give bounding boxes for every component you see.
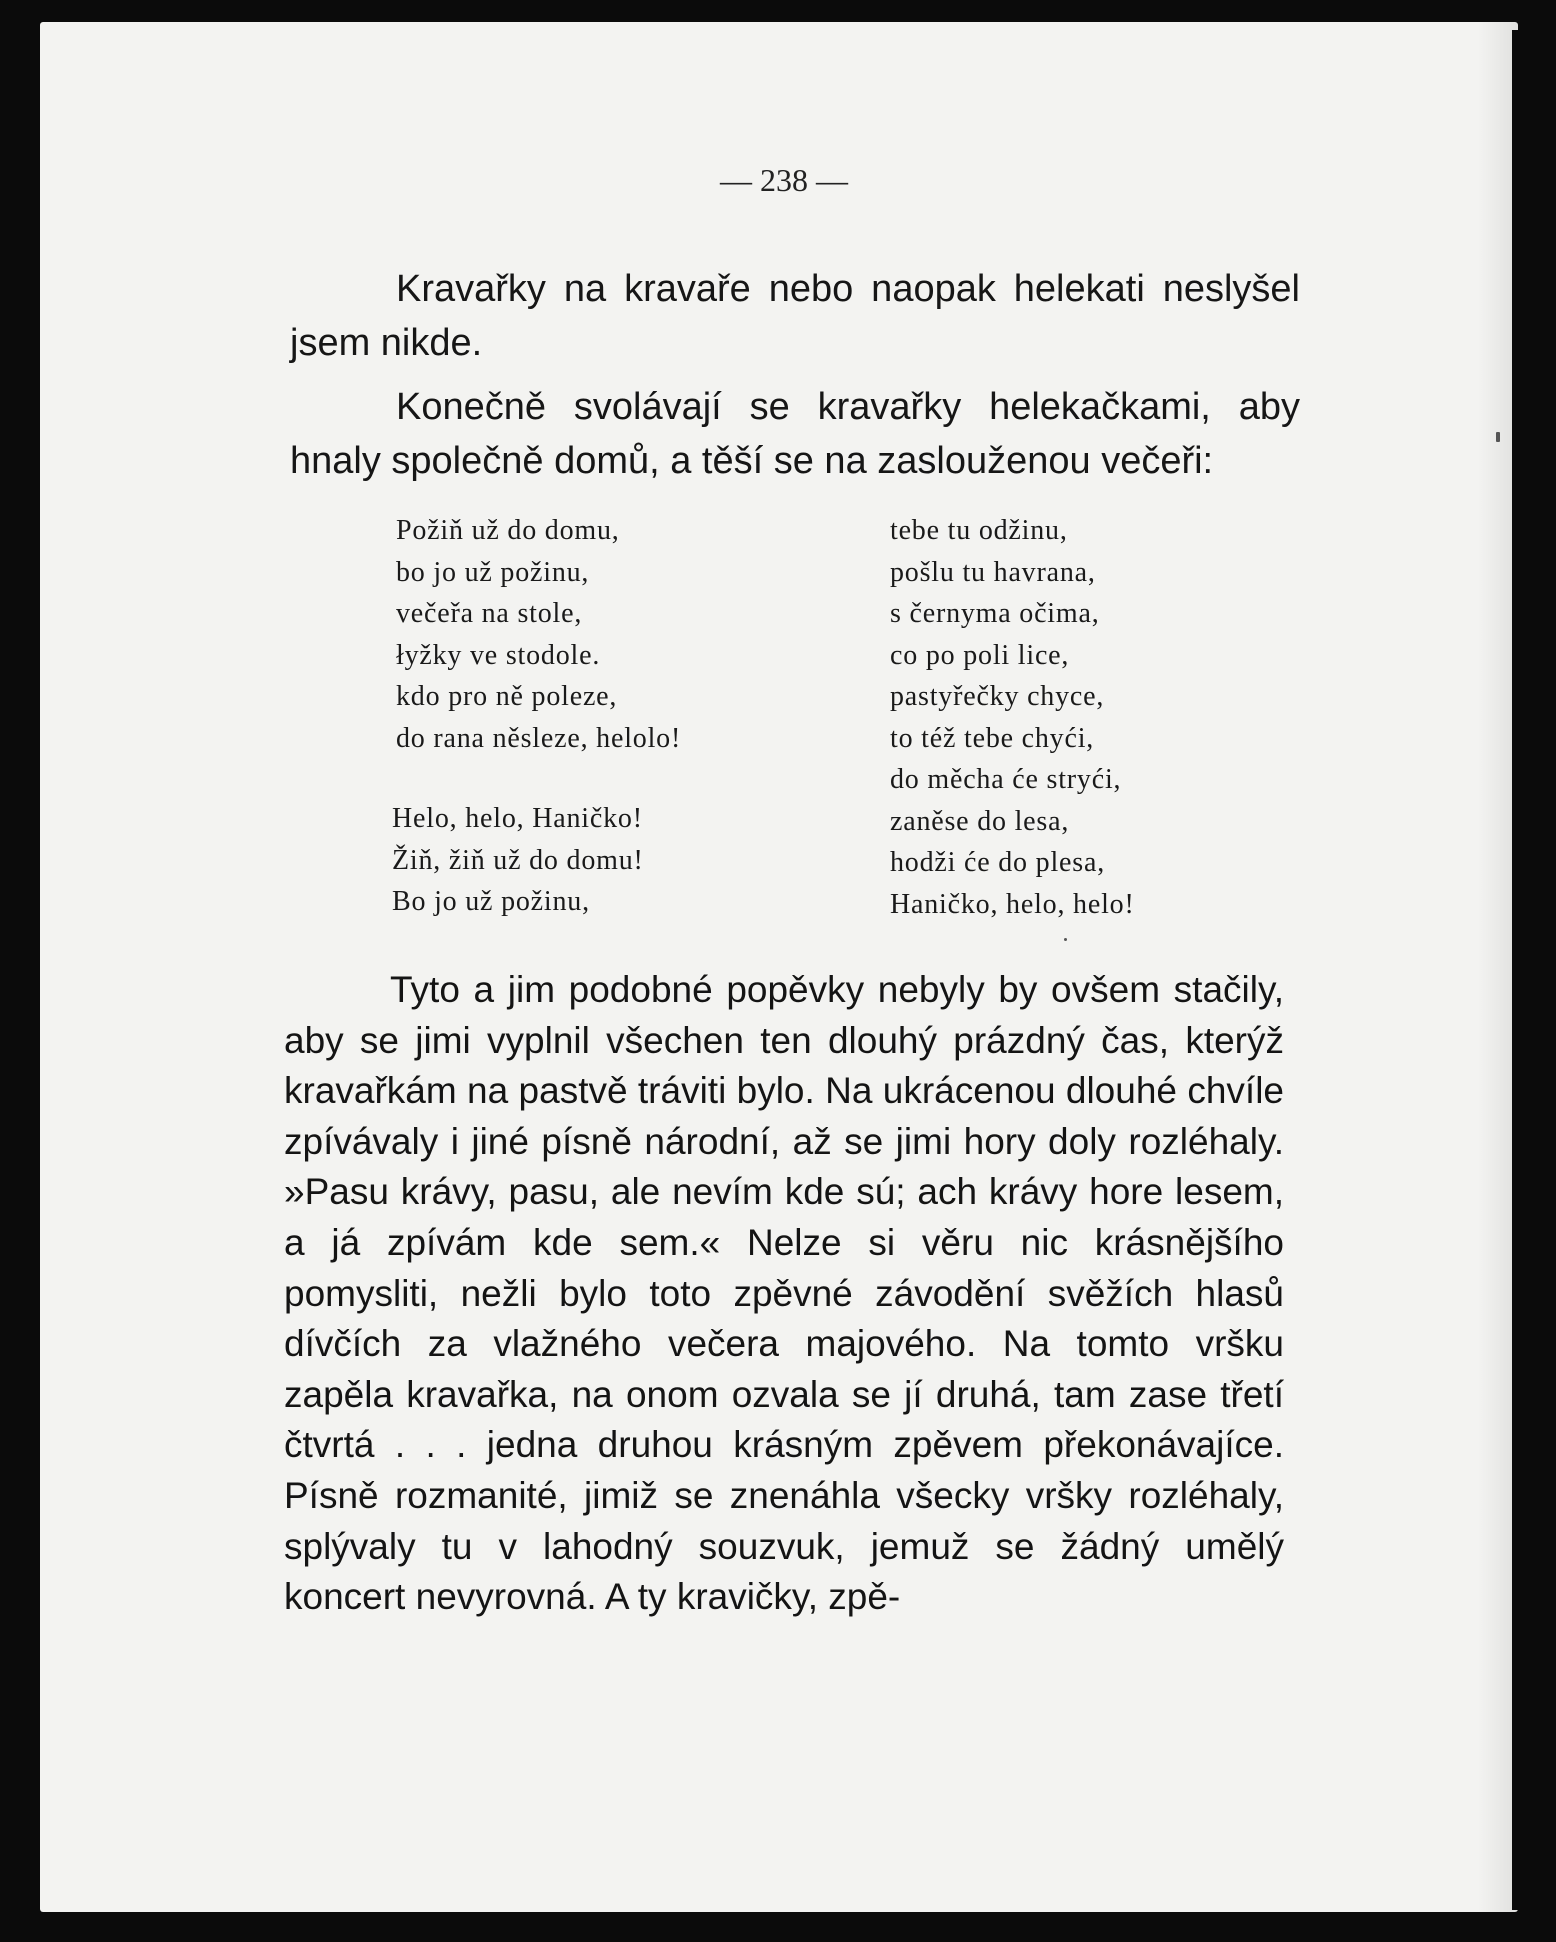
paragraph-2: Konečně svolávají se kravařky helekačkami, aby hnaly společně domů, a těší se na zaslouženou večeři: bbox=[290, 386, 1300, 482]
verse-line: Požiň už do domu, bbox=[396, 515, 620, 546]
verse-line: bo jo už požinu, bbox=[396, 556, 590, 588]
verse-line: do rana něsleze, helolo! bbox=[396, 722, 682, 754]
paragraph-1: Kravařky na kravaře nebo naopak helekati neslyšel jsem nikde. bbox=[290, 268, 1300, 364]
print-speck bbox=[1496, 432, 1500, 442]
verse-line: pošlu tu havrana, bbox=[890, 556, 1096, 588]
song-left-stanza-1 bbox=[396, 510, 681, 759]
verse-line: co po poli lice, bbox=[890, 639, 1070, 671]
verse-line: Žiň, žiň už do domu! bbox=[392, 844, 644, 876]
verse-line: tebe tu odžinu, bbox=[890, 515, 1068, 546]
verse-line: s černyma očima, bbox=[890, 598, 1100, 629]
verse-line: večeřa na stole, bbox=[396, 598, 583, 629]
verse-line: do měcha će stryći, bbox=[890, 764, 1122, 795]
verse-line: zaněse do lesa, bbox=[890, 805, 1070, 837]
verse-line: łyžky ve stodole. bbox=[396, 639, 601, 671]
closing-paragraph: Tyto a jim podobné popěvky nebyly by ovšem stačily, aby se jimi vyplnil všechen ten dlouhý prázdný čas, kterýž kravařkám na pastvě tráviti bylo. Na ukrácenou dlouhé chvíle zpívávaly i jiné písně národní, až se jimi hory doly rozléhaly. »Pasu krávy, pasu, ale nevím kde sú; ach krávy hore lesem, a já zpívám kde sem.« Nelze si věru nic krásnějšího pomysliti, nežli bylo toto zpěvné závodění svěžích hlasů dívčích za vlažného večera majového. Na tomto vršku zapěla kravařka, na onom ozvala se jí druhá, tam zase třetí čtvrtá . . . jedna druhou krásným zpěvem překonávajíce. Písně rozmanité, jimiž se znenáhla všecky vršky rozléhaly, splývaly tu v lahodný souzvuk, jemuž se žádný umělý koncert nevyrovná. A ty kravičky, zpě- bbox=[284, 969, 1284, 1618]
verse-line: Helo, helo, Haničko! bbox=[392, 803, 643, 834]
verse-line: hodži će do plesa, bbox=[890, 847, 1105, 878]
page-number: — 238 — bbox=[720, 162, 848, 198]
binding-edge bbox=[1512, 30, 1520, 1910]
print-speck bbox=[1064, 938, 1067, 941]
verse-line: Bo jo už požinu, bbox=[392, 886, 590, 917]
verse-line: to též tebe chyći, bbox=[890, 722, 1095, 754]
verse-line: kdo pro ně poleze, bbox=[396, 681, 618, 712]
verse-line: Haničko, helo, helo! bbox=[890, 888, 1135, 920]
song-left-stanza-2 bbox=[392, 798, 644, 923]
verse-line: pastyřečky chyce, bbox=[890, 681, 1105, 712]
song-right-stanza bbox=[890, 510, 1135, 925]
